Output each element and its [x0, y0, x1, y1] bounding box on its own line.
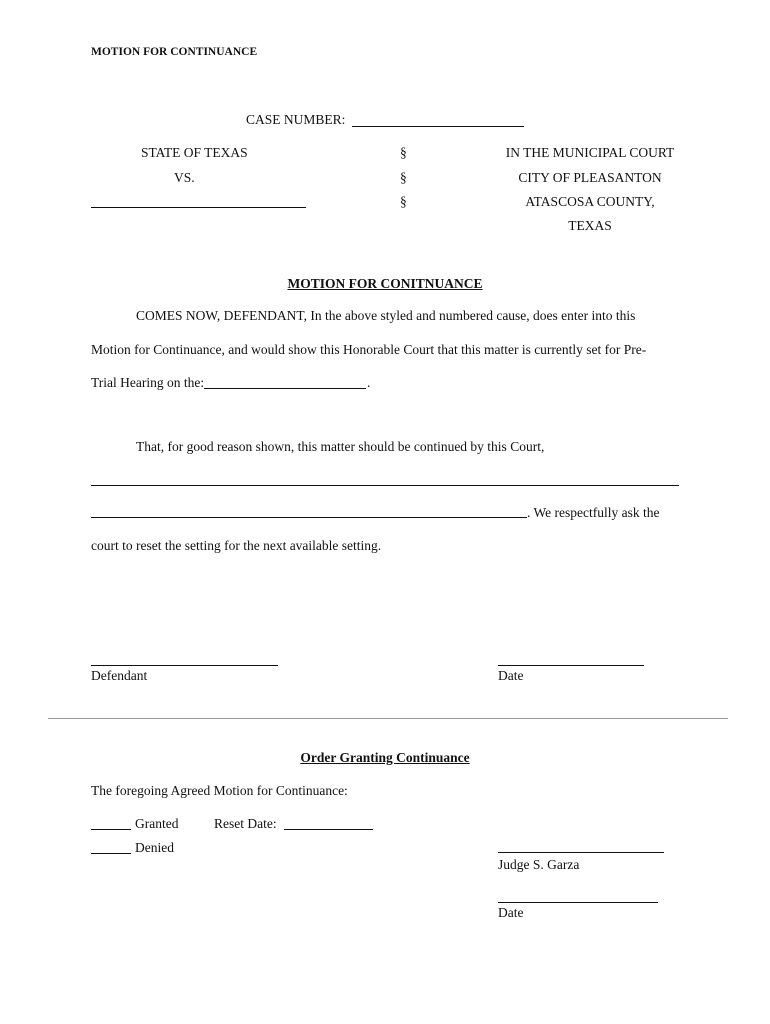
motion-title: MOTION FOR CONITNUANCE	[287, 276, 483, 291]
reason-suffix: . We respectfully ask the	[527, 505, 660, 520]
judge-signature-field[interactable]	[498, 852, 664, 853]
order-date-label: Date	[498, 905, 524, 920]
granted-label: Granted	[135, 816, 179, 831]
document-header: MOTION FOR CONTINUANCE	[91, 46, 258, 58]
reset-date-field[interactable]	[284, 829, 373, 830]
defendant-date-label: Date	[498, 668, 524, 683]
motion-closing: court to reset the setting for the next available setting.	[91, 538, 382, 553]
defendant-label: Defendant	[91, 668, 148, 683]
denied-field[interactable]	[91, 853, 131, 854]
reset-date-label: Reset Date:	[214, 816, 277, 831]
granted-field[interactable]	[91, 829, 131, 830]
motion-line-1: COMES NOW, DEFENDANT, In the above styled and numbered cause, does enter into this	[136, 308, 636, 323]
court-city: CITY OF PLEASANTON	[518, 170, 662, 185]
judge-label: Judge S. Garza	[498, 857, 580, 872]
order-date-field[interactable]	[498, 902, 658, 903]
motion-line-3-suffix: .	[367, 375, 371, 390]
case-number-label: CASE NUMBER:	[246, 112, 346, 127]
court-state: TEXAS	[568, 218, 612, 233]
defendant-date-field[interactable]	[498, 665, 644, 666]
reason-field-line-1[interactable]	[91, 485, 679, 486]
order-title: Order Granting Continuance	[300, 750, 470, 765]
case-number-field[interactable]	[352, 126, 524, 127]
reason-field-line-2[interactable]	[91, 517, 527, 518]
section-symbol: §	[400, 194, 407, 209]
section-symbol: §	[400, 170, 407, 185]
motion-line-3-prefix: Trial Hearing on the:	[91, 375, 205, 390]
defendant-name-field[interactable]	[91, 207, 306, 208]
caption-versus: VS.	[174, 170, 195, 185]
section-divider	[48, 718, 728, 719]
motion-line-2: Motion for Continuance, and would show this Honorable Court that this matter is currently set for Pre-	[91, 342, 647, 357]
defendant-signature-field[interactable]	[91, 665, 278, 666]
court-name: IN THE MUNICIPAL COURT	[505, 145, 675, 160]
pretrial-date-field[interactable]	[204, 388, 366, 389]
denied-label: Denied	[135, 840, 174, 855]
reason-intro: That, for good reason shown, this matter should be continued by this Court,	[136, 439, 545, 454]
caption-plaintiff: STATE OF TEXAS	[141, 145, 248, 160]
order-intro: The foregoing Agreed Motion for Continuance:	[91, 783, 348, 798]
section-symbol: §	[400, 145, 407, 160]
court-county: ATASCOSA COUNTY,	[525, 194, 655, 209]
